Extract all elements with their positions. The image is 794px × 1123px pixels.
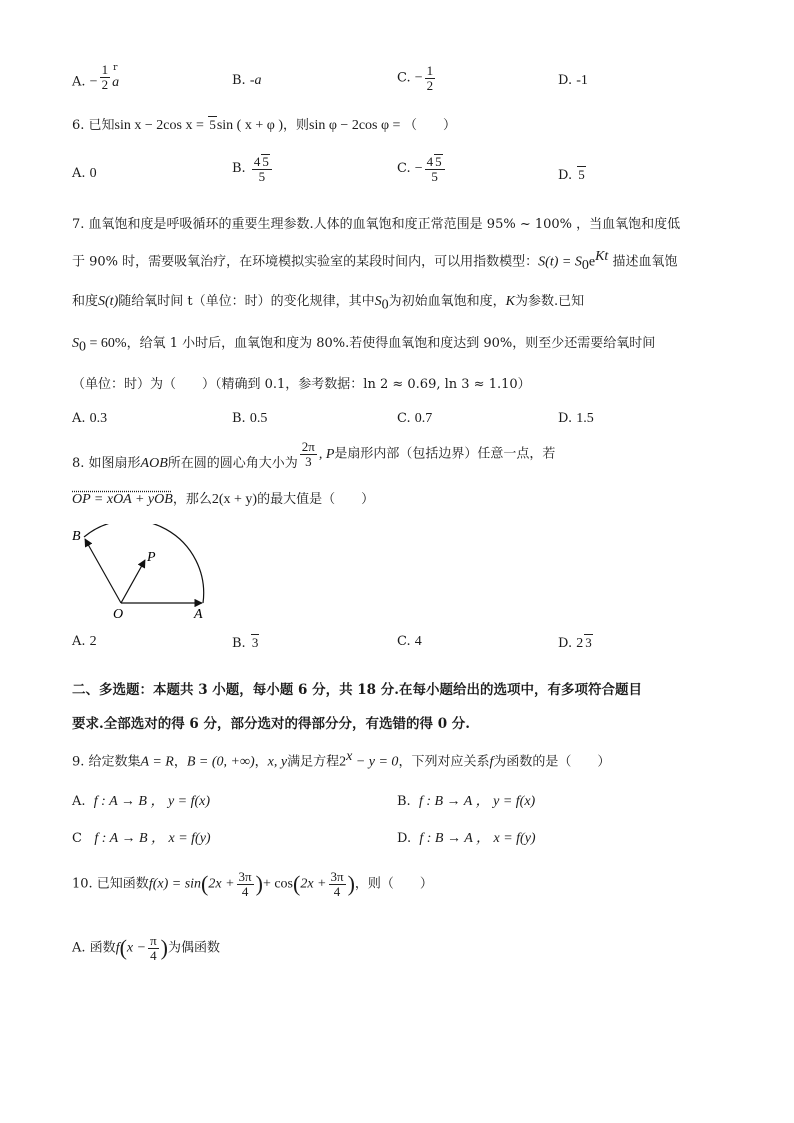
q5-option-b	[232, 73, 262, 89]
q5-option-a	[72, 62, 120, 92]
fraction-numerator: 1	[101, 62, 109, 77]
stem-text: 和度	[72, 294, 99, 309]
separator: ，	[254, 754, 268, 770]
q10-stem: 10. 已知函数f(x) = sin(2x + $\frac{3\pi}{4}$ )+ cos(2x + $\frac{3\pi}{4}$ )，则（ ）	[72, 869, 433, 899]
fraction-numerator: 2π	[301, 439, 315, 454]
minus-sign: −	[89, 74, 98, 90]
stem-text: ，则	[282, 118, 309, 133]
fraction-denominator: 2	[426, 77, 434, 93]
fraction-denominator: 5	[431, 168, 438, 184]
option-label: A.	[72, 634, 86, 649]
q8-option-a	[72, 634, 97, 650]
subscript: 0	[79, 339, 86, 355]
sqrt-value: 5	[262, 154, 269, 169]
stem-text: 所在圆的圆心角大小为	[167, 455, 298, 471]
option-text: 函数	[89, 940, 116, 956]
question-number: 6. 已知	[72, 118, 115, 133]
equation-rest: − y = 0	[352, 754, 399, 770]
option-label: C.	[397, 634, 411, 649]
option-value: 0	[89, 166, 97, 181]
q7-options	[72, 411, 732, 431]
option-value: f : A → B ， x = f(y)	[94, 831, 211, 846]
option-label: A.	[72, 940, 86, 956]
minus-sign: −	[414, 70, 423, 86]
sector-name: AOB	[140, 455, 168, 471]
q6-option-c	[397, 154, 447, 183]
exponential-model: S(t) = S	[538, 254, 582, 270]
q6-option-a	[72, 166, 97, 182]
q7-option-a	[72, 411, 107, 427]
q5-options	[72, 64, 732, 100]
option-label: C	[72, 831, 82, 846]
option-label: D.	[558, 636, 573, 651]
euler-e: e	[588, 254, 596, 270]
option-value: 0.7	[414, 411, 433, 426]
q8-line-1	[72, 440, 555, 480]
option-label: D.	[558, 411, 573, 426]
sector-figure	[68, 524, 218, 624]
argument: 2x +	[208, 876, 235, 892]
sqrt-value: 3	[585, 635, 592, 650]
coefficient: 2	[576, 636, 584, 651]
section-2-heading-line-1: 二、多选题：本题共 3 小题，每小题 6 分，共 18 分.在每小题给出的选项中，有多项符合题目	[72, 682, 642, 698]
q8-option-c	[397, 634, 422, 650]
stem-text: ，下列对应关系	[398, 754, 490, 770]
minus-sign: −	[414, 161, 423, 177]
cos-term: + cos	[262, 876, 293, 892]
q6-options	[72, 154, 732, 198]
sector-arc	[84, 524, 204, 603]
stem-text: 是扇形内部（包括边界）任意一点，若	[334, 446, 556, 462]
section-2-heading-line-2: 要求.全部选对的得 6 分，部分选对的得部分分，有选错的得 0 分.	[72, 716, 470, 732]
option-label: C.	[397, 161, 411, 177]
sqrt-value: 5	[209, 117, 216, 132]
stem-text: 为初始血氧饱和度，	[388, 294, 506, 309]
answer-blank: （ ）	[403, 118, 456, 133]
symbol-k: K	[505, 294, 515, 309]
option-label: B.	[232, 73, 246, 88]
fraction-denominator: 4	[241, 883, 249, 899]
q6-option-b	[232, 154, 274, 183]
stem-text: 描述血氧饱	[612, 254, 678, 270]
label-b: B	[72, 529, 81, 544]
option-value: -1	[576, 73, 588, 88]
q7-option-c	[397, 411, 432, 427]
fraction-denominator: 3	[305, 453, 312, 469]
option-value: f : A → B ， y = f(x)	[93, 794, 211, 809]
initial-value: = 60%	[86, 336, 127, 351]
answer-blank: 为函数的是（ ）	[493, 754, 611, 770]
option-label: A.	[72, 794, 86, 809]
q9-option-a	[72, 790, 210, 810]
variable-a: a	[112, 74, 120, 90]
question-number: 10. 已知函数	[72, 876, 149, 892]
q6-option-d	[558, 166, 586, 183]
option-label: C.	[397, 411, 411, 426]
fraction-numerator: 3π	[330, 869, 344, 884]
q9-option-c	[72, 827, 211, 847]
q9-option-b	[397, 790, 535, 810]
stem-text: 于 90% 时，需要吸氧治疗，在环境模拟实验室的某段时间内，可以用指数模型：	[72, 254, 539, 270]
point-p: , P	[318, 446, 335, 462]
q6-stem	[72, 114, 456, 134]
stem-text: ，那么	[172, 492, 212, 507]
stem-text: 满足方程	[287, 754, 340, 770]
stem-text: 为参数.已知	[514, 294, 585, 309]
subscript: 0	[381, 297, 389, 313]
fraction-denominator: 2	[101, 76, 109, 92]
set-a: A = R	[140, 754, 174, 770]
q7-line-1: 7. 血氧饱和度是呼吸循环的重要生理参数.人体的血氧饱和度正常范围是 95% ~ 100% ，当血氧饱和度低	[72, 217, 681, 232]
option-label: D.	[558, 168, 573, 183]
option-label: D.	[397, 831, 412, 846]
q7-option-b	[232, 411, 267, 427]
option-value: 1.5	[576, 411, 594, 426]
option-label: A.	[72, 411, 86, 426]
function-f: f	[115, 940, 120, 956]
option-value: 0.3	[89, 411, 108, 426]
option-value: f : B → A ， y = f(x)	[418, 794, 536, 809]
q9-options-row-1	[72, 790, 732, 810]
q5-option-d	[558, 73, 588, 89]
function-f: f	[489, 754, 494, 770]
option-text: 为偶函数	[167, 940, 220, 956]
separator: ，	[173, 754, 187, 770]
argument: x −	[126, 940, 147, 956]
option-value: 4	[414, 634, 422, 649]
symbol-s0: S	[72, 336, 79, 351]
option-label: A.	[72, 166, 86, 181]
q8-options	[72, 634, 732, 656]
q9-option-d	[397, 827, 536, 847]
option-label: A.	[72, 74, 86, 90]
q9-options-row-2	[72, 827, 732, 847]
q8-option-d	[558, 634, 593, 652]
vector-mark: r	[113, 62, 118, 73]
label-o: O	[113, 607, 124, 622]
q7-line-5: （单位：时）为（ ）（精确到 0.1，参考数据：ln 2 ≈ 0.69, ln 3 ≈ 1.10）	[72, 377, 531, 392]
vector-equation: OP = xOA + yOB	[72, 492, 173, 507]
option-label: B.	[397, 794, 411, 809]
sqrt-value: 5	[578, 167, 585, 182]
vector-ob	[85, 539, 121, 603]
option-label: B.	[232, 636, 246, 651]
q9-stem	[72, 749, 610, 770]
sqrt-value: 3	[251, 635, 259, 650]
answer-blank: 的最大值是（ ）	[257, 492, 375, 507]
option-value: f : B → A ， x = f(y)	[419, 831, 536, 846]
option-value: -a	[249, 73, 262, 88]
option-label: B.	[232, 161, 246, 177]
q7-option-d	[558, 411, 594, 427]
exponent: Kt	[595, 249, 609, 264]
q7-line-2	[72, 249, 677, 274]
symbol-s0: S	[374, 294, 382, 309]
variables: x, y	[267, 754, 288, 770]
vector-op	[121, 560, 145, 603]
option-value: 0.5	[249, 411, 268, 426]
function-definition: f(x) = sin	[148, 876, 202, 892]
q5-option-c	[397, 64, 437, 92]
question-number: 8. 如图扇形	[72, 455, 141, 471]
q8-line-2	[72, 488, 374, 508]
function-st: S(t)	[98, 294, 119, 309]
q7-line-3	[72, 290, 584, 314]
equation-base: 2	[339, 754, 347, 770]
label-a: A	[194, 607, 203, 622]
stem-text: ，给氧 1 小时后，血氧饱和度为 80%.若使得血氧饱和度达到 90%，则至少还需要给氧时间	[126, 336, 656, 351]
subscript: 0	[581, 257, 589, 273]
sqrt-value: 5	[435, 154, 442, 169]
exponent: x	[346, 749, 353, 764]
fraction-numerator: π	[150, 933, 157, 948]
equation-right: sin ( x + φ )	[216, 118, 283, 133]
q8-option-b	[232, 634, 259, 651]
fraction-numerator: 1	[426, 63, 434, 78]
set-b: B = (0, +∞)	[186, 754, 255, 770]
q10-option-a: A. 函数f(x − $\frac{\pi}{4}$ )为偶函数	[72, 933, 220, 963]
expression: 2(x + y)	[211, 492, 258, 507]
label-p: P	[147, 550, 156, 565]
fraction-denominator: 4	[150, 947, 157, 963]
question-number: 9. 给定数集	[72, 754, 141, 770]
numerator-coef: 4	[253, 154, 261, 169]
option-label: C.	[397, 70, 411, 86]
fraction-denominator: 4	[333, 883, 341, 899]
stem-text: 随给氧时间 t（单位：时）的变化规律，其中	[118, 294, 375, 309]
equation-left: sin x − 2cos x =	[114, 118, 208, 133]
fraction-denominator: 5	[258, 168, 266, 184]
option-label: D.	[558, 73, 573, 88]
answer-blank: ，则（ ）	[354, 876, 433, 892]
argument: 2x +	[300, 876, 327, 892]
numerator-coef: 4	[426, 154, 434, 169]
q7-line-4	[72, 332, 655, 356]
fraction-numerator: 3π	[238, 869, 252, 884]
option-value: 2	[89, 634, 97, 649]
expression: sin φ − 2cos φ =	[309, 118, 404, 133]
option-label: B.	[232, 411, 246, 426]
